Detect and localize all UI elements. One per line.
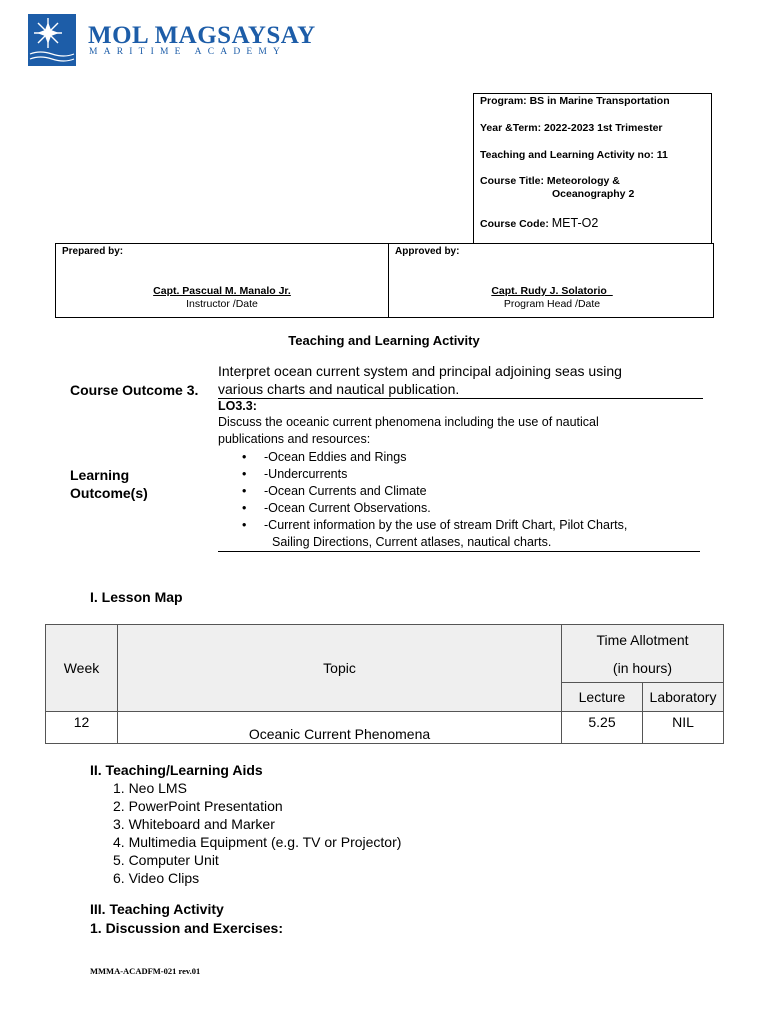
learning-outcome-label-1: Learning	[70, 467, 130, 483]
prepared-by-role: Instructor /Date	[186, 298, 258, 310]
header-time-allotment	[562, 625, 724, 683]
header-topic: Topic	[118, 625, 562, 712]
list-item: • -Ocean Eddies and Rings	[242, 450, 407, 464]
list-item: 1. Neo LMS	[113, 780, 187, 796]
lo-items-list	[218, 449, 627, 534]
course-outcome-label: Course Outcome 3.	[70, 382, 199, 398]
lo-description-line2: publications and resources:	[218, 432, 371, 446]
course-outcome-line1: Interpret ocean current system and principal adjoining seas using	[218, 363, 622, 379]
prepared-by-label: Prepared by:	[62, 246, 124, 257]
bullet-icon: •	[242, 450, 247, 464]
discussion-heading: 1. Discussion and Exercises:	[90, 920, 283, 936]
aids-list	[113, 779, 401, 887]
form-code: MMMA-ACADFM-021 rev.01	[90, 966, 201, 976]
approved-by-role: Program Head /Date	[503, 298, 601, 310]
learning-outcome-rule	[218, 551, 700, 552]
course-code-value: MET-O2	[551, 216, 599, 230]
year-term: Year &Term: 2022-2023 1st Trimester	[480, 122, 663, 134]
aids-heading: II. Teaching/Learning Aids	[90, 762, 263, 778]
lo-description-line1: Discuss the oceanic current phenomena including the use of nautical	[218, 415, 599, 429]
list-item: • -Undercurrents	[242, 467, 348, 481]
approved-by-label: Approved by:	[395, 246, 460, 257]
list-item: 3. Whiteboard and Marker	[113, 816, 275, 832]
activity-number: Teaching and Learning Activity no: 11	[480, 149, 668, 161]
header-time-line2: (in hours)	[612, 659, 673, 676]
cell-topic: Oceanic Current Phenomena	[118, 712, 562, 744]
academy-logo-icon	[28, 14, 76, 66]
list-item: • -Ocean Current Observations.	[242, 501, 431, 515]
header-lecture: Lecture	[562, 683, 643, 712]
program: Program: BS in Marine Transportation	[480, 95, 670, 107]
table-row	[46, 712, 724, 744]
signature-table	[55, 243, 714, 318]
cell-laboratory: NIL	[643, 712, 724, 744]
approved-by-name: Capt. Rudy J. Solatorio_	[491, 285, 613, 297]
course-info-box	[473, 93, 712, 244]
prepared-by-name: Capt. Pascual M. Manalo Jr.	[153, 285, 291, 297]
cell-lecture: 5.25	[562, 712, 643, 744]
course-code-label: Course Code:	[480, 218, 549, 230]
course-outcome-rule	[218, 398, 703, 399]
logo-subtitle: MARITIME ACADEMY	[89, 47, 287, 57]
tla-title: Teaching and Learning Activity	[288, 333, 480, 348]
header-laboratory: Laboratory	[643, 683, 724, 712]
teaching-activity-heading: III. Teaching Activity	[90, 901, 224, 917]
bullet-icon: •	[242, 467, 247, 481]
course-title: Course Title: Meteorology &	[480, 175, 620, 187]
list-item: • -Ocean Currents and Climate	[242, 484, 427, 498]
bullet-icon: •	[242, 484, 247, 498]
course-outcome-line2: various charts and nautical publication.	[218, 381, 460, 397]
list-item: • -Current information by the use of stream Drift Chart, Pilot Charts,	[242, 518, 628, 532]
lo-code: LO3.3:	[218, 399, 257, 413]
lesson-map-heading: I. Lesson Map	[90, 589, 183, 605]
learning-outcome-label-2: Outcome(s)	[70, 485, 148, 501]
header-time-line1: Time Allotment	[596, 631, 689, 648]
lo-item-continued: Sailing Directions, Current atlases, nautical charts.	[272, 535, 552, 549]
logo-name: MOL MAGSAYSAY	[88, 22, 316, 49]
lesson-map-table	[45, 624, 724, 744]
list-item: 4. Multimedia Equipment (e.g. TV or Projector)	[113, 834, 402, 850]
cell-week: 12	[46, 712, 118, 744]
bullet-icon: •	[242, 501, 247, 515]
list-item: 6. Video Clips	[113, 870, 200, 886]
list-item: 2. PowerPoint Presentation	[113, 798, 283, 814]
bullet-icon: •	[242, 518, 247, 532]
course-title-continued: Oceanography 2	[552, 188, 635, 200]
course-code	[480, 216, 598, 230]
header-week: Week	[46, 625, 118, 712]
list-item: 5. Computer Unit	[113, 852, 219, 868]
